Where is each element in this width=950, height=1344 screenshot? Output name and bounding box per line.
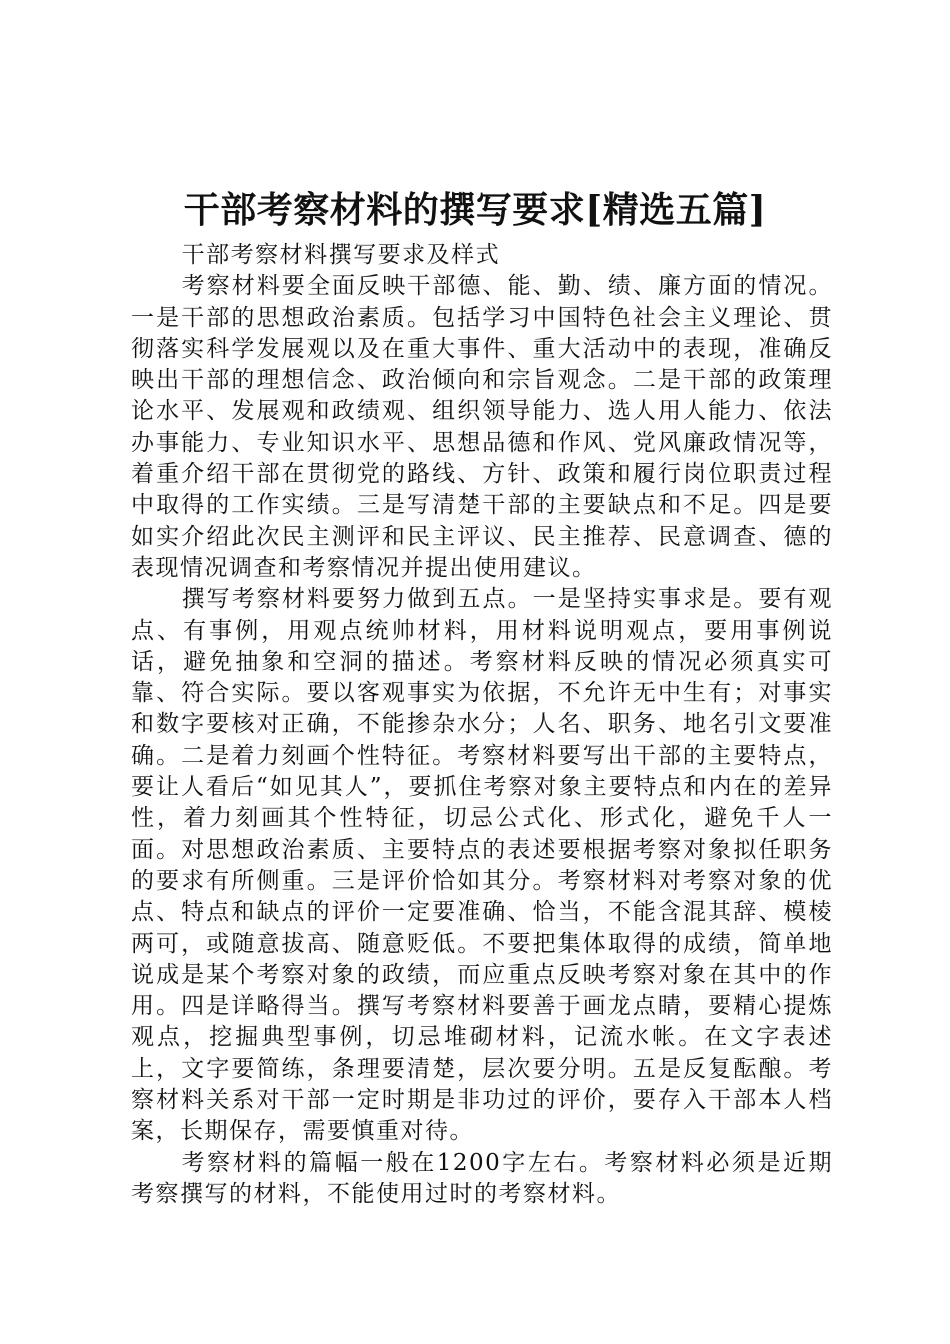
document-title: 干部考察材料的撰写要求[精选五篇]: [183, 189, 767, 231]
paragraph-evaluation-content: 考察材料要全面反映干部德、能、勤、绩、廉方面的情况。一是干部的思想政治素质。包括学习中国特色社会主义理论、贯彻落实科学发展观以及在重大事件、重大活动中的表现，准确反映出干部的理想信念、政治倾向和宗旨观念。二是干部的政策理论水平、发展观和政绩观、组织领导能力、选人用人能力、依法办事能力、专业知识水平、思想品德和作风、党风廉政情况等，着重介绍干部在贯彻党的路线、方针、政策和履行岗位职责过程中取得的工作实绩。三是写清楚干部的主要缺点和不足。四是要如实介绍此次民主测评和民主评议、民主推荐、民意调查、德的表现情况调查和考察情况并提出使用建议。: [131, 273, 833, 581]
paragraph-length-requirement: 考察材料的篇幅一般在1200字左右。考察材料必须是近期考察撰写的材料，不能使用过时的考察材料。: [131, 1149, 833, 1207]
paragraph-writing-principles: 撰写考察材料要努力做到五点。一是坚持实事求是。要有观点、有事例，用观点统帅材料，用材料说明观点，要用事例说话，避免抽象和空洞的描述。考察材料反映的情况必须真实可靠、符合实际。要以客观事实为依据，不允许无中生有；对事实和数字要核对正确，不能掺杂水分；人名、职务、地名引文要准确。二是着力刻画个性特征。考察材料要写出干部的主要特点，要让人看后“如见其人”，要抓住考察对象主要特点和内在的差异性，着力刻画其个性特征，切忌公式化、形式化，避免千人一面。对思想政治素质、主要特点的表述要根据考察对象拟任职务的要求有所侧重。三是评价恰如其分。考察材料对考察对象的优点、特点和缺点的评价一定要准确、恰当，不能含混其辞、模棱两可，或随意拔高、随意贬低。不要把集体取得的成绩，简单地说成是某个考察对象的政绩，而应重点反映考察对象在其中的作用。四是详略得当。撰写考察材料要善于画龙点睛，要精心提炼观点，挖掘典型事例，切忌堆砌材料，记流水帐。在文字表述上，文字要简练，条理要清楚，层次要分明。五是反复酝酿。考察材料关系对干部一定时期是非功过的评价，要存入干部本人档案，长期保存，需要慎重对待。: [131, 586, 833, 1145]
document-body: [131, 240, 833, 1210]
document-subtitle: 干部考察材料撰写要求及样式: [181, 242, 501, 268]
